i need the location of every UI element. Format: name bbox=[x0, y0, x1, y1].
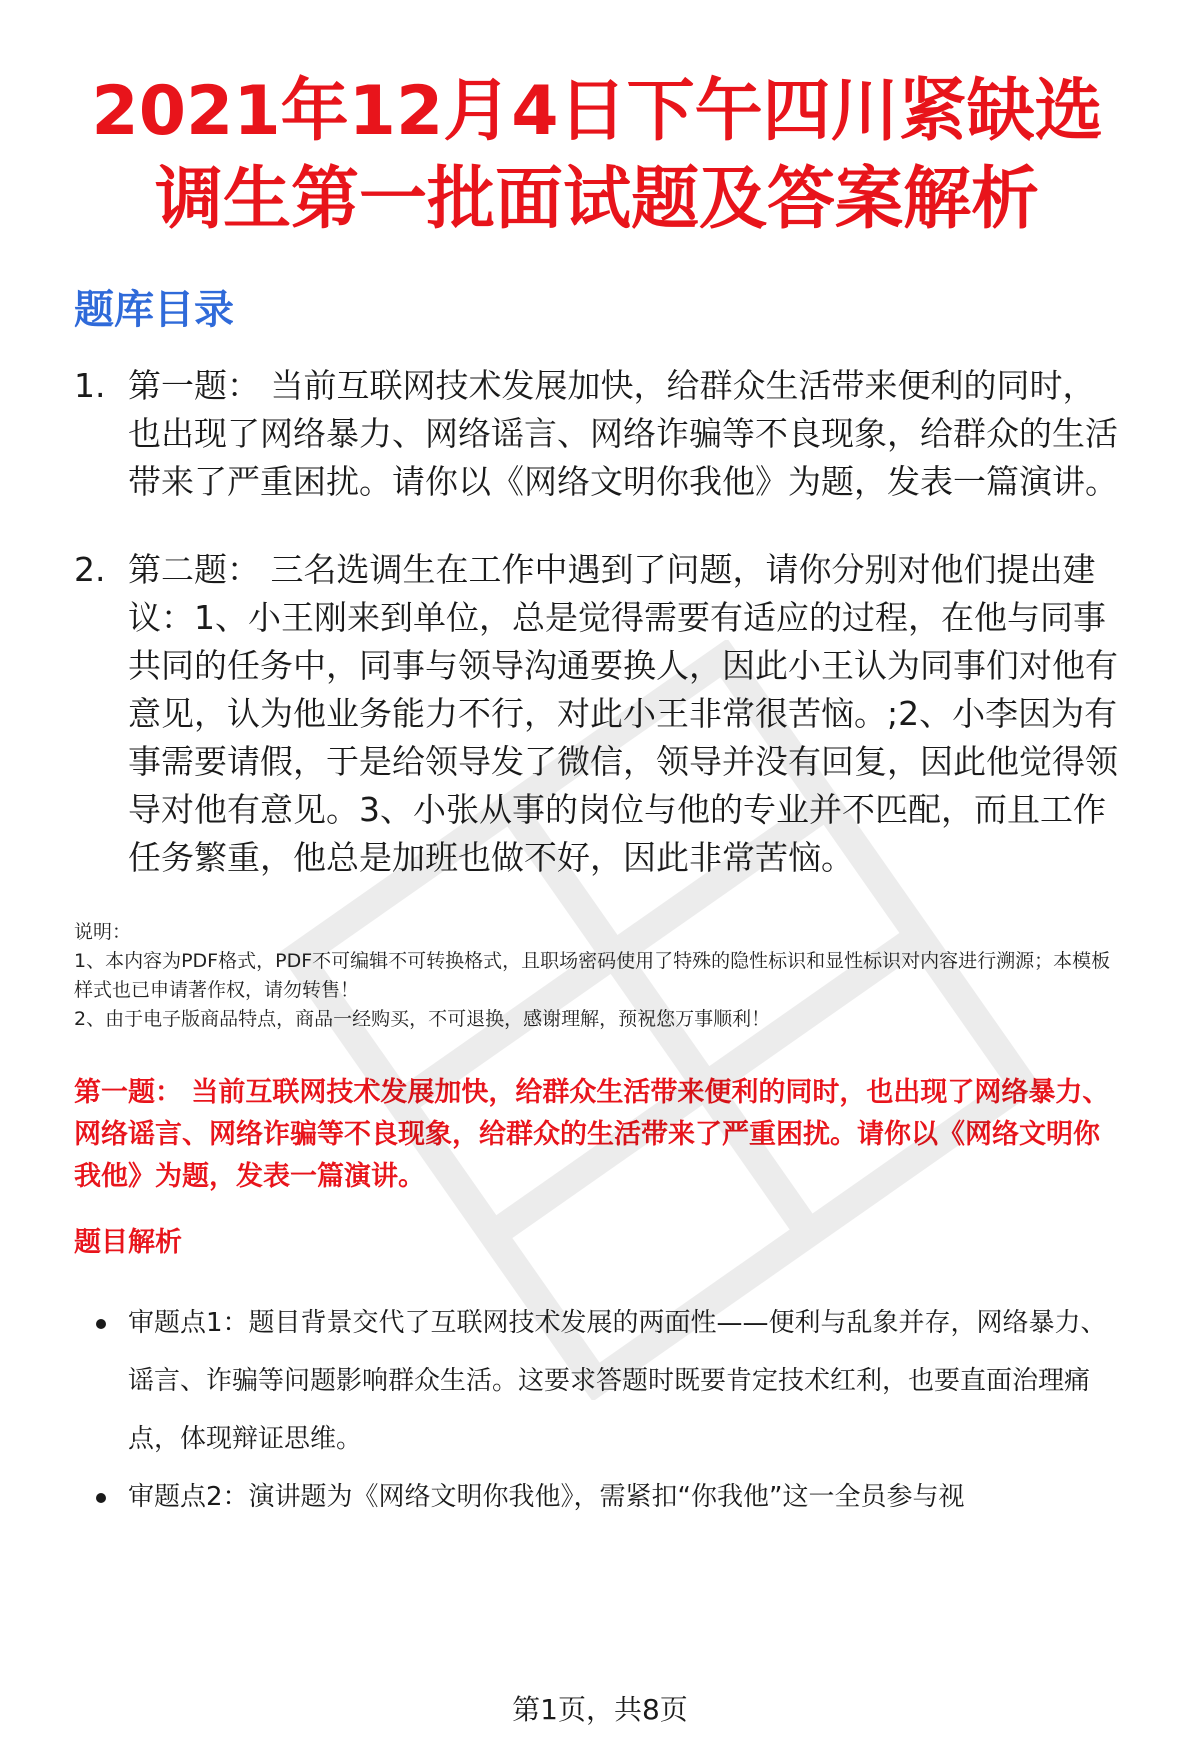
notes-line-2: 2、由于电子版商品特点，商品一经购买，不可退换，感谢理解，预祝您万事顺利！ bbox=[74, 1008, 771, 1030]
bullet-icon bbox=[74, 1468, 128, 1526]
question-heading: 第一题： 当前互联网技术发展加快，给群众生活带来便利的同时，也出现了网络暴力、网络谣言、网络诈骗等不良现象，给群众的生活带来了严重困扰。请你以《网络文明你我他》为题，发表一篇演讲。 bbox=[74, 1077, 1110, 1192]
toc-item[interactable] bbox=[74, 546, 1120, 882]
analysis-heading: 题目解析 bbox=[74, 1227, 182, 1258]
page-footer: 第1页，共8页 bbox=[512, 1693, 688, 1726]
toc-item-text: 第二题： 三名选调生在工作中遇到了问题，请你分别对他们提出建议：1、小王刚来到单位，总是觉得需要有适应的过程，在他与同事共同的任务中，同事与领导沟通要换人，因此小王认为同事们对他有意见，认为他业务能力不行，对此小王非常很苦恼。;2、小李因为有事需要请假，于是给领导发了微信，领导并没有回复，因此他觉得领导对他有意见。3、小张从事的岗位与他的专业并不匹配，而且工作任务繁重，他总是加班也做不好，因此非常苦恼。 bbox=[128, 550, 1118, 877]
toc-heading: 题库目录 bbox=[74, 287, 234, 333]
notes-block bbox=[74, 918, 1120, 1034]
analysis-points bbox=[74, 1294, 1120, 1526]
bullet-icon bbox=[74, 1294, 128, 1468]
point-text: 审题点1：题目背景交代了互联网技术发展的两面性——便利与乱象并存，网络暴力、谣言、诈骗等问题影响群众生活。这要求答题时既要肯定技术红利，也要直面治理痛点，体现辩证思维。 bbox=[128, 1308, 1107, 1454]
toc-item-text: 第一题： 当前互联网技术发展加快，给群众生活带来便利的同时，也出现了网络暴力、网络谣言、网络诈骗等不良现象，给群众的生活带来了严重困扰。请你以《网络文明你我他》为题，发表一篇演讲。 bbox=[128, 366, 1118, 501]
notes-label: 说明： bbox=[74, 921, 132, 943]
toc-item-number: 2. bbox=[74, 550, 106, 589]
list-item bbox=[74, 1468, 1120, 1526]
toc-item-number: 1. bbox=[74, 366, 106, 405]
list-item bbox=[74, 1294, 1120, 1468]
notes-line-1: 1、本内容为PDF格式，PDF不可编辑不可转换格式，且职场密码使用了特殊的隐性标识和显性标识对内容进行溯源；本模板样式也已申请著作权，请勿转售！ bbox=[74, 950, 1111, 1001]
toc-list bbox=[74, 362, 1120, 882]
point-text: 审题点2：演讲题为《网络文明你我他》，需紧扣“你我他”这一全员参与视 bbox=[128, 1482, 965, 1512]
toc-item[interactable] bbox=[74, 362, 1120, 506]
document-title: 2021年12月4日下午四川紧缺选调生第一批面试题及答案解析 bbox=[91, 72, 1103, 239]
